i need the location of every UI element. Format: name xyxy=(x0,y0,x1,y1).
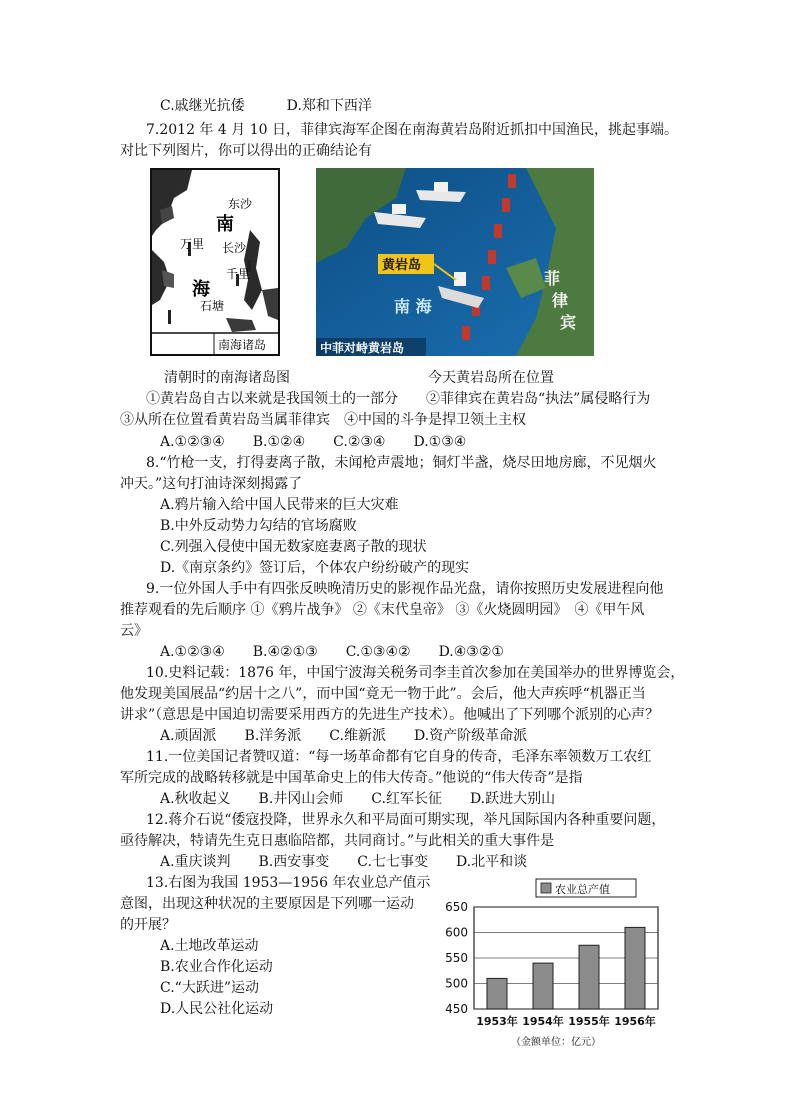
y-tick-label: 600 xyxy=(445,925,468,940)
q7-stem-line1: 7.2012 年 4 月 10 日，菲律宾海军企图在南海黄岩岛附近抓扣中国渔民，挑起事端。 xyxy=(146,122,678,138)
x-category-label: 1953年 xyxy=(476,1015,518,1028)
bar-1955年 xyxy=(579,945,599,1009)
map-label-changsha: 长沙 xyxy=(222,241,247,255)
photo-caption: 中菲对峙黄岩岛 xyxy=(320,341,405,355)
map-label-wanli: 万里 xyxy=(180,237,205,251)
bar-1953年 xyxy=(487,978,507,1009)
map-figure-caption: 清朝时的南海诸岛图 xyxy=(164,370,290,386)
q13-option-b: B.农业合作化运动 xyxy=(160,959,273,975)
q8-stem-line1: 8.“竹枪一支，打得妻离子散，未闻枪声震地；铜灯半盏，烧尽田地房廊，不见烟火 xyxy=(146,455,657,471)
agri-output-chart xyxy=(428,873,678,1053)
y-tick-label: 450 xyxy=(445,1002,468,1016)
legend-label: 农业总产值 xyxy=(555,883,610,896)
nanhai-label: 南 海 xyxy=(394,297,432,316)
fei-label: 菲 xyxy=(544,269,561,288)
x-category-label: 1954年 xyxy=(522,1015,564,1028)
huangyan-tag: 黄岩岛 xyxy=(382,258,422,273)
map-label-nan: 南 xyxy=(216,214,234,235)
chart-svg xyxy=(428,873,678,1053)
y-tick-label: 550 xyxy=(445,951,468,965)
photo-drawing xyxy=(316,168,594,356)
map-label-shitang: 石塘 xyxy=(200,299,225,313)
q7-statements-1: ①黄岩岛自古以来就是我国领土的一部分 ②菲律宾在黄岩岛“执法”属侵略行为 xyxy=(146,391,651,407)
qing-south-china-sea-map xyxy=(150,168,280,356)
y-tick-label: 650 xyxy=(445,900,468,914)
photo-figure-caption: 今天黄岩岛所在位置 xyxy=(428,370,554,386)
q8-option-a: A.鸦片输入给中国人民带来的巨大灾难 xyxy=(160,497,399,513)
map-caption: 南海诸岛 xyxy=(218,338,267,352)
q7-options: A.①②③④ B.①②④ C.②③④ D.①③④ xyxy=(160,434,467,450)
q8-option-d: D.《南京条约》签订后，个体农户纷纷破产的现实 xyxy=(160,560,470,576)
bin-label: 宾 xyxy=(560,313,577,332)
q13-option-c: C.“大跃进”运动 xyxy=(160,980,259,996)
q8-stem-line2: 冲天。”这句打油诗深刻揭露了 xyxy=(120,476,303,492)
q11-stem-line1: 11.一位美国记者赞叹道：“每一场革命都有它自身的传奇，毛泽东率领数万工农红 xyxy=(146,749,652,765)
q13-option-a: A.土地改革运动 xyxy=(160,938,259,954)
q13-stem-line1: 13.右图为我国 1953—1956 年农业总产值示 xyxy=(146,875,431,891)
x-category-label: 1955年 xyxy=(568,1015,610,1028)
q7-stem-line2: 对比下列图片，你可以得出的正确结论有 xyxy=(120,143,372,159)
q8-option-c: C.列强入侵使中国无数家庭妻离子散的现状 xyxy=(160,539,427,555)
q6-options-cd: C.戚继光抗倭 D.郑和下西洋 xyxy=(160,98,372,114)
chart-unit-note: （金额单位：亿元） xyxy=(511,1037,601,1048)
q10-stem-line2: 他发现美国展品“约居十之八”，而中国“竟无一物于此”。会后，他大声疾呼“机器正当 xyxy=(120,686,646,702)
bar-1954年 xyxy=(533,963,553,1009)
lv-label: 律 xyxy=(552,291,569,310)
huangyan-island-photo xyxy=(316,168,594,356)
q12-stem-line2: 亟待解决，特请先生克日惠临陪都，共同商讨。”与此相关的重大事件是 xyxy=(120,833,555,849)
q9-stem-line2: 推荐观看的先后顺序 ①《鸦片战争》 ②《末代皇帝》 ③《火烧圆明园》 ④《甲午风 xyxy=(120,602,645,618)
q12-options: A.重庆谈判 B.西安事变 C.七七事变 D.北平和谈 xyxy=(160,854,528,870)
q13-stem-line3: 的开展？ xyxy=(120,917,176,933)
map-label-hai: 海 xyxy=(192,279,210,300)
q10-options: A.顽固派 B.洋务派 C.维新派 D.资产阶级革命派 xyxy=(160,728,528,744)
q13-stem-line2: 意图，出现这种状况的主要原因是下列哪一运动 xyxy=(120,896,414,912)
map-label-qianli: 千里 xyxy=(226,267,251,281)
q11-options: A.秋收起义 B.井冈山会师 C.红军长征 D.跃进大别山 xyxy=(160,791,556,807)
legend-swatch xyxy=(541,883,551,893)
q10-stem-line3: 讲求”（意思是中国迫切需要采用西方的先进生产技术）。他喊出了下列哪个派别的心声？ xyxy=(120,707,660,723)
map-label-dongsha: 东沙 xyxy=(228,197,253,211)
map-drawing xyxy=(152,170,278,354)
q13-option-d: D.人民公社化运动 xyxy=(160,1001,274,1017)
q10-stem-line1: 10.史料记载：1876 年，中国宁波海关税务司李圭首次参加在美国举办的世界博览会， xyxy=(146,665,685,681)
q12-stem-line1: 12.蒋介石说“倭寇投降，世界永久和平局面可期实现，举凡国际国内各种重要问题， xyxy=(146,812,666,828)
q9-stem-line1: 9.一位外国人手中有四张反映晚清历史的影视作品光盘，请你按照历史发展进程向他 xyxy=(146,581,664,597)
bar-1956年 xyxy=(625,927,645,1009)
q9-options: A.①②③④ B.④②①③ C.①③④② D.④③②① xyxy=(160,644,504,660)
y-tick-label: 500 xyxy=(445,976,468,991)
q8-option-b: B.中外反动势力勾结的官场腐败 xyxy=(160,518,357,534)
q7-statements-2: ③从所在位置看黄岩岛当属菲律宾 ④中国的斗争是捍卫领土主权 xyxy=(120,412,526,428)
q11-stem-line2: 军所完成的战略转移就是中国革命史上的伟大传奇。”他说的“伟大传奇”是指 xyxy=(120,770,583,786)
q9-stem-line3: 云》 xyxy=(120,623,148,639)
x-category-label: 1956年 xyxy=(614,1015,656,1028)
